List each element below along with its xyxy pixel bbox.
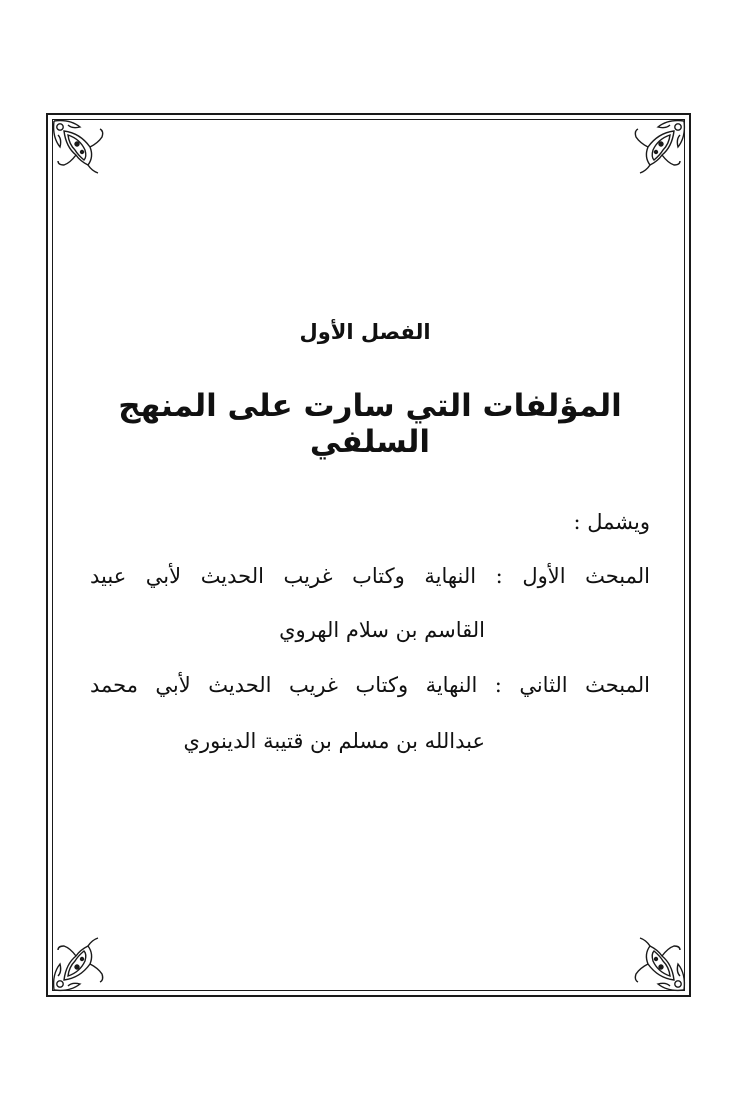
chapter-label: الفصل الأول (299, 320, 431, 344)
section-1-title: المبحث الأول : النهاية وكتاب غريب الحديث لأبي عبيد (90, 564, 650, 588)
page-border-inner (52, 119, 685, 991)
section-2-author: عبدالله بن مسلم بن قتيبة الدينوري (183, 729, 485, 753)
chapter-title: المؤلفات التي سارت على المنهج السلفي (118, 388, 622, 460)
corner-ornament-icon (50, 932, 112, 994)
section-1-author: القاسم بن سلام الهروي (279, 618, 485, 642)
section-2-title: المبحث الثاني : النهاية وكتاب غريب الحديث لأبي محمد (90, 673, 650, 697)
includes-label: ويشمل : (573, 510, 650, 534)
corner-ornament-icon (50, 117, 112, 179)
corner-ornament-icon (626, 117, 688, 179)
corner-ornament-icon (626, 932, 688, 994)
